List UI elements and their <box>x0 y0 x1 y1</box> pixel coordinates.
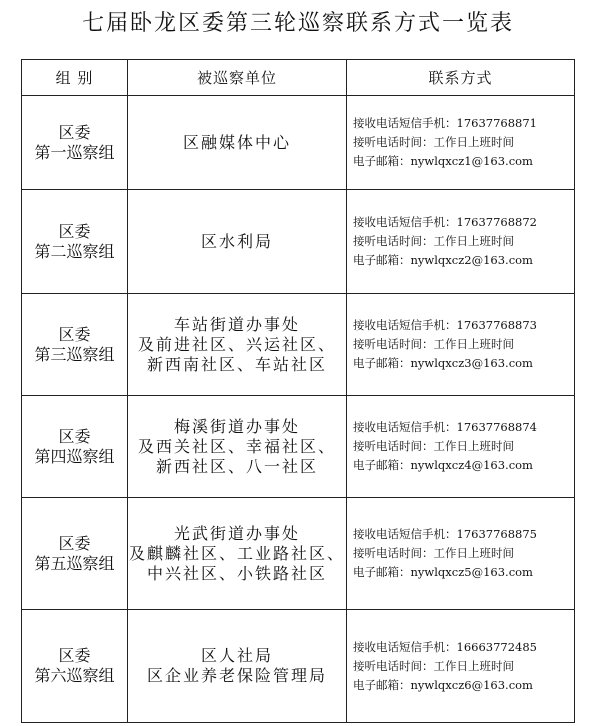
contact-email: 电子邮箱：nywlqxcz1@163.com <box>353 154 533 168</box>
header-contact: 联系方式 <box>347 60 575 96</box>
contact-cell <box>347 396 575 498</box>
contact-hours: 接听电话时间：工作日上班时间 <box>353 546 514 560</box>
unit-cell <box>128 610 347 723</box>
group-cell <box>22 96 128 190</box>
unit-cell <box>128 498 347 610</box>
contact-phone: 接收电话短信手机：17637768871 <box>353 116 537 130</box>
contact-phone: 接收电话短信手机：17637768873 <box>353 318 537 332</box>
group-cell <box>22 498 128 610</box>
group-line: 第二巡察组 <box>34 241 115 261</box>
contact-email: 电子邮箱：nywlqxcz4@163.com <box>353 458 533 472</box>
group-cell <box>22 294 128 396</box>
page-title: 七届卧龙区委第三轮巡察联系方式一览表 <box>81 11 514 36</box>
unit-line: 及西关社区、幸福社区、 <box>137 436 336 456</box>
unit-line: 新西社区、八一社区 <box>155 456 318 476</box>
contact-cell <box>347 610 575 723</box>
contact-email: 电子邮箱：nywlqxcz2@163.com <box>353 253 533 267</box>
header-group: 组 别 <box>22 60 128 96</box>
contact-cell <box>347 498 575 610</box>
contact-table <box>21 59 575 723</box>
unit-cell <box>128 190 347 294</box>
group-line: 第五巡察组 <box>34 553 115 573</box>
unit-cell <box>128 396 347 498</box>
unit-line: 区水利局 <box>200 231 273 251</box>
table-row <box>22 190 575 294</box>
contact-phone: 接收电话短信手机：17637768874 <box>353 420 537 434</box>
unit-line: 车站街道办事处 <box>173 314 300 334</box>
contact-hours: 接听电话时间：工作日上班时间 <box>353 135 514 149</box>
group-line: 区委 <box>58 426 91 446</box>
group-line: 区委 <box>58 324 91 344</box>
contact-phone: 接收电话短信手机：16663772485 <box>353 639 537 654</box>
contact-hours: 接听电话时间：工作日上班时间 <box>353 439 514 453</box>
group-line: 区委 <box>58 221 91 241</box>
contact-hours: 接听电话时间：工作日上班时间 <box>353 234 514 248</box>
header-unit: 被巡察单位 <box>128 60 347 96</box>
contact-phone: 接收电话短信手机：17637768875 <box>353 527 537 541</box>
unit-line: 及前进社区、兴运社区、 <box>137 334 336 354</box>
group-line: 第三巡察组 <box>34 344 115 364</box>
unit-line: 新西南社区、车站社区 <box>146 354 327 374</box>
unit-line: 区企业养老保险管理局 <box>146 666 327 685</box>
unit-line: 区融媒体中心 <box>182 132 291 152</box>
unit-cell <box>128 294 347 396</box>
contact-hours: 接听电话时间：工作日上班时间 <box>353 658 514 673</box>
unit-line: 中兴社区、小铁路社区 <box>146 563 327 583</box>
contact-cell <box>347 190 575 294</box>
contact-phone: 接收电话短信手机：17637768872 <box>353 215 537 229</box>
contact-cell <box>347 294 575 396</box>
group-line: 区委 <box>58 122 91 142</box>
group-line: 区委 <box>58 533 91 553</box>
table-row <box>22 498 575 610</box>
group-cell <box>22 610 128 723</box>
group-line: 第一巡察组 <box>34 142 115 162</box>
unit-line: 区人社局 <box>200 646 273 665</box>
contact-cell <box>347 96 575 190</box>
unit-line: 及麒麟社区、工业路社区、 <box>128 543 345 563</box>
group-line: 第四巡察组 <box>34 446 115 466</box>
contact-hours: 接听电话时间：工作日上班时间 <box>353 337 514 351</box>
table-row <box>22 610 575 723</box>
unit-line: 光武街道办事处 <box>173 523 300 543</box>
table-header-row <box>22 60 575 96</box>
contact-email: 电子邮箱：nywlqxcz3@163.com <box>353 356 533 370</box>
contact-email: 电子邮箱：nywlqxcz5@163.com <box>353 565 533 579</box>
table-row <box>22 96 575 190</box>
unit-line: 梅溪街道办事处 <box>173 416 300 436</box>
group-cell <box>22 396 128 498</box>
group-line: 第六巡察组 <box>34 666 115 685</box>
table-row <box>22 396 575 498</box>
group-cell <box>22 190 128 294</box>
table-row <box>22 294 575 396</box>
group-line: 区委 <box>58 646 91 665</box>
contact-email: 电子邮箱：nywlqxcz6@163.com <box>353 677 533 692</box>
unit-cell <box>128 96 347 190</box>
